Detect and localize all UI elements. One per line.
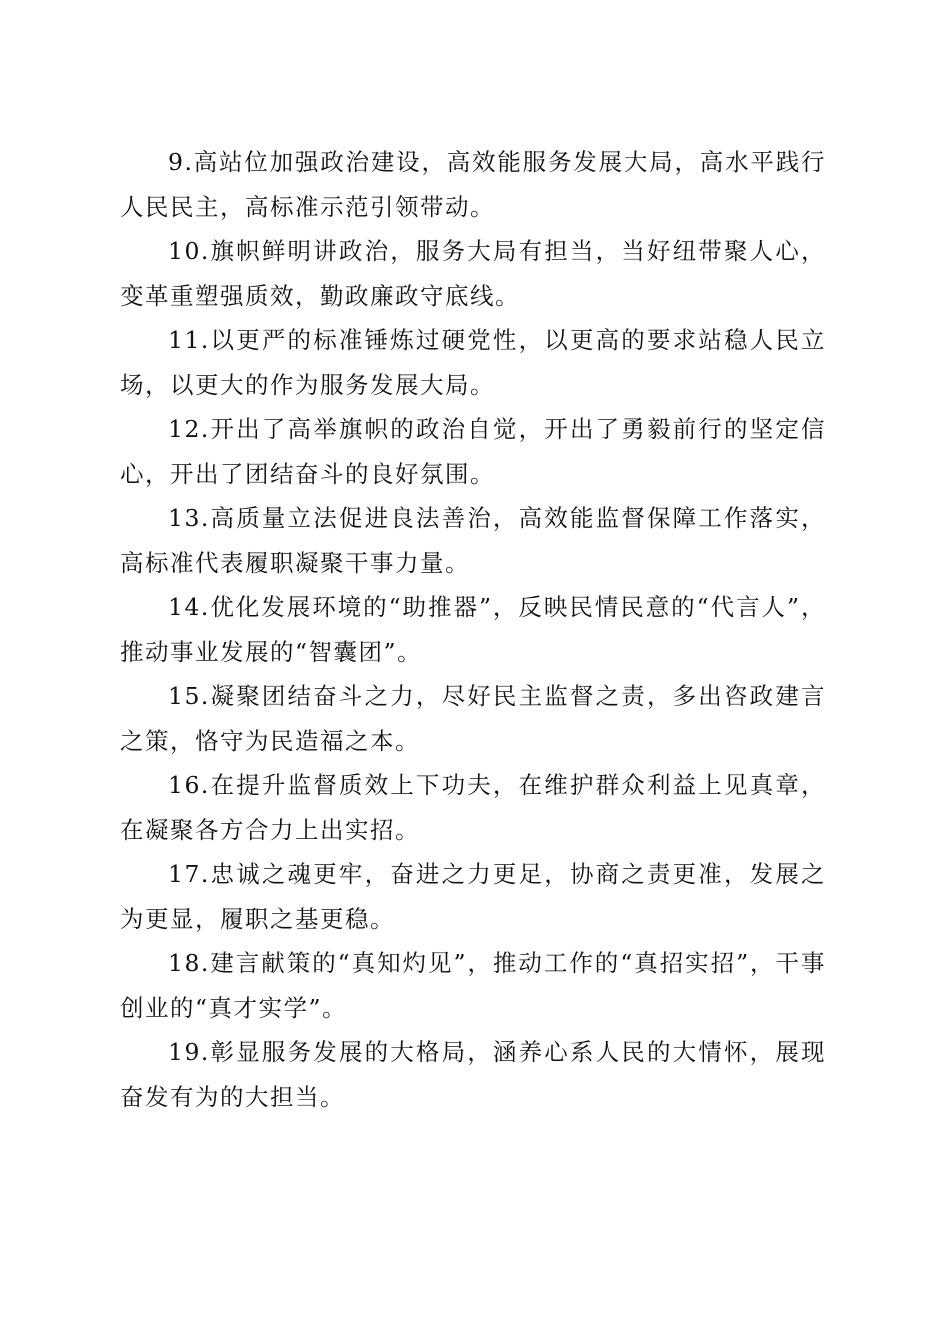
list-item: 9.高站位加强政治建设，高效能服务发展大局，高水平践行人民民主，高标准示范引领带动。 xyxy=(120,148,826,221)
list-item: 12.开出了高举旗帜的政治自觉，开出了勇毅前行的坚定信心，开出了团结奋斗的良好氛围。 xyxy=(120,415,826,488)
list-item: 16.在提升监督质效上下功夫，在维护群众利益上见真章，在凝聚各方合力上出实招。 xyxy=(120,771,826,844)
list-item: 13.高质量立法促进良法善治，高效能监督保障工作落实，高标准代表履职凝聚干事力量。 xyxy=(120,504,826,577)
list-item: 19.彰显服务发展的大格局，涵养心系人民的大情怀，展现奋发有为的大担当。 xyxy=(120,1038,826,1111)
list-item: 14.优化发展环境的“助推器”，反映民情民意的“代言人”，推动事业发展的“智囊团”。 xyxy=(120,593,826,666)
list-item: 11.以更严的标准锤炼过硬党性，以更高的要求站稳人民立场，以更大的作为服务发展大局。 xyxy=(120,326,826,399)
list-item: 18.建言献策的“真知灼见”，推动工作的“真招实招”，干事创业的“真才实学”。 xyxy=(120,949,826,1022)
list-item: 15.凝聚团结奋斗之力，尽好民主监督之责，多出咨政建言之策，恪守为民造福之本。 xyxy=(120,682,826,755)
list-item: 10.旗帜鲜明讲政治，服务大局有担当，当好纽带聚人心，变革重塑强质效，勤政廉政守底线。 xyxy=(120,237,826,310)
document-body xyxy=(120,140,826,1119)
list-item: 17.忠诚之魂更牢，奋进之力更足，协商之责更准，发展之为更显，履职之基更稳。 xyxy=(120,860,826,933)
